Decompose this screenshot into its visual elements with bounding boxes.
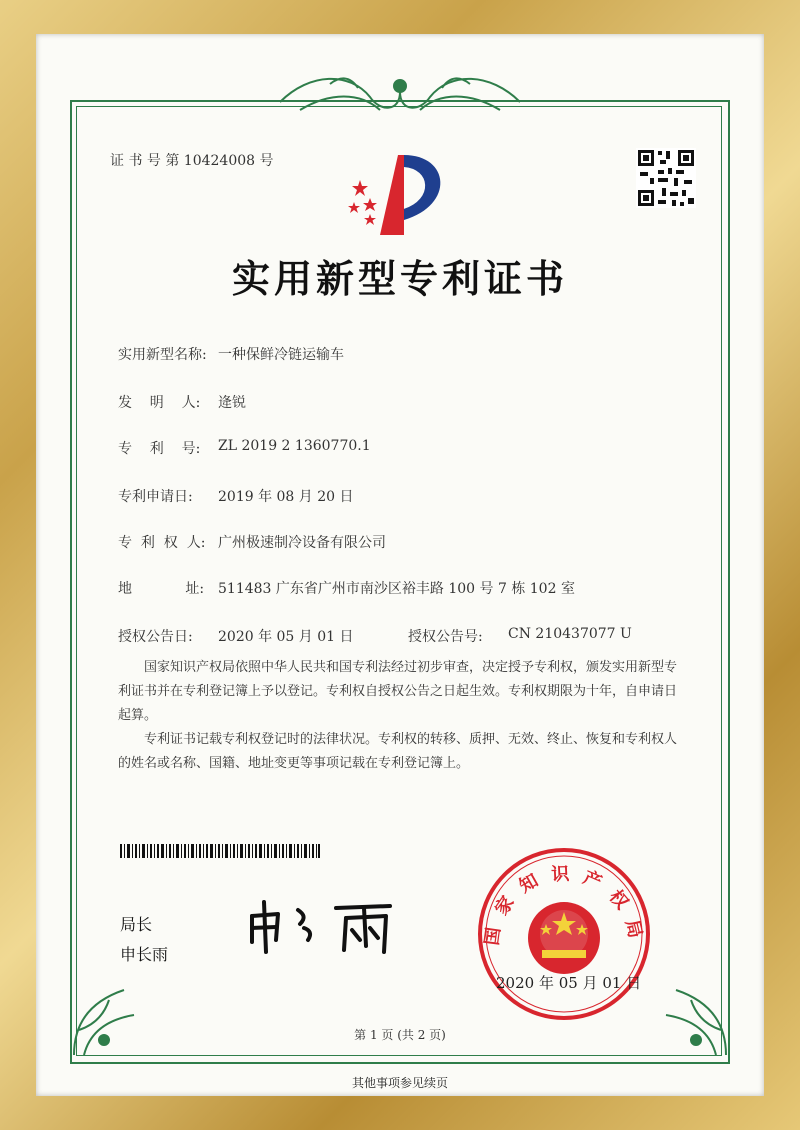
seal-text: 国家知识产权局 bbox=[481, 863, 646, 947]
legal-status-paragraph: 专利证书记载专利权登记时的法律状况。专利权的转移、质押、无效、终止、恢复和专利权人的姓名或名称、国籍、地址变更等事项记载在专利登记簿上。 bbox=[118, 732, 678, 771]
address-label: 地 址: bbox=[118, 581, 205, 597]
patent-office-logo-icon bbox=[340, 150, 460, 240]
continuation-note: 其他事项参见续页 bbox=[351, 1076, 448, 1090]
address-value: 511483 广东省广州市南沙区裕丰路 100 号 7 栋 102 室 bbox=[218, 581, 575, 597]
official-seal-icon bbox=[476, 846, 652, 1022]
grant-number-value: CN 210437077 U bbox=[508, 626, 632, 642]
grant-statement-paragraph: 国家知识产权局依照中华人民共和国专利法经过初步审查，决定授予专利权，颁发实用新型专利证书并在专利登记簿上予以登记。专利权自授权公告之日起生效。专利权期限为十年，自申请日起算。 bbox=[118, 660, 678, 723]
patent-number-value: ZL 2019 2 1360770.1 bbox=[218, 438, 371, 454]
bottom-left-ornament-icon bbox=[64, 960, 144, 1060]
inventor-value: 逄锐 bbox=[218, 395, 246, 411]
certificate-number: 证 书 号 第 10424008 号 bbox=[110, 153, 274, 169]
patentee-value: 广州极速制冷设备有限公司 bbox=[218, 535, 386, 551]
application-date-label: 专利申请日: bbox=[118, 489, 193, 505]
grant-date-label: 授权公告日: bbox=[118, 629, 193, 645]
handwritten-signature-icon bbox=[240, 896, 410, 956]
qr-code-icon bbox=[636, 148, 696, 208]
bottom-right-ornament-icon bbox=[656, 960, 736, 1060]
director-name: 申长雨 bbox=[120, 945, 169, 964]
utility-model-name-label: 实用新型名称: bbox=[118, 347, 207, 363]
certificate-title: 实用新型专利证书 bbox=[231, 257, 568, 301]
barcode-icon bbox=[120, 844, 320, 858]
patent-number-label: 专 利 号: bbox=[118, 441, 201, 457]
seal-date: 2020 年 05 月 01 日 bbox=[496, 974, 642, 992]
grant-date-value: 2020 年 05 月 01 日 bbox=[218, 629, 354, 645]
inventor-label: 发 明 人: bbox=[118, 395, 201, 411]
patentee-label: 专 利 权 人: bbox=[118, 535, 206, 551]
top-ornament-icon bbox=[270, 72, 530, 122]
grant-number-label: 授权公告号: bbox=[408, 629, 483, 645]
application-date-value: 2019 年 08 月 20 日 bbox=[218, 489, 354, 505]
director-title: 局长 bbox=[120, 915, 153, 934]
page-indicator: 第 1 页 (共 2 页) bbox=[354, 1028, 446, 1042]
utility-model-name-value: 一种保鲜冷链运输车 bbox=[218, 347, 344, 363]
